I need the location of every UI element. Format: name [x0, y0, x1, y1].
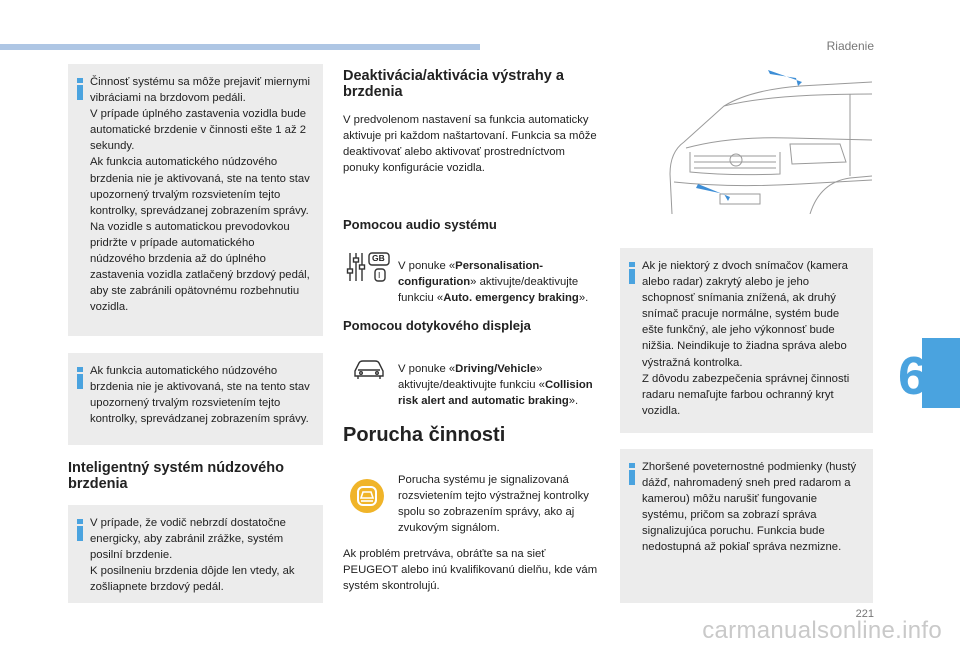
info-icon: [77, 367, 83, 389]
settings-sliders-icon: [346, 250, 392, 284]
info-text: Činnosť systému sa môže prejaviť miernymi vibráciami na brzdovom pedáli. V prípade úplného zastavenia vozidla bude automatické brzdenie v činnosti ešte 1 až 2 sekundy. Ak funkcia automatického núdzového brzdenia nie je aktivovaná, ste na tento stav upozornený trvalým rozsvietením tejto kontrolky, sprevádzanej zobrazením správy. Na vozidle s automatickou prevodovkou pridržte v prípade automatického núdzového brzdenia až do úplného zastavenia vozidla zatlačený brzdový pedál, aby ste zabránili opätovnému rozbehnutiu vozidla.: [90, 76, 311, 314]
touch-text-1: V ponuke «: [398, 363, 456, 376]
audio-text-3: ».: [578, 292, 589, 305]
info-text: Ak je niektorý z dvoch snímačov (kamera alebo radar) zakrytý alebo je jeho schopnosť snímania znížená, ak druhý snímač pracuje normálne, systém bude ešte funkčný, ale jeho výkonnosť bude nižšia. Neindikuje to žiadna správa alebo výstražná kontrolka. Z dôvodu zabezpečenia správnej činnosti radaru nemaľujte farbou ochranný kryt vozidla.: [642, 260, 850, 417]
i-label: I: [378, 270, 381, 280]
info-text: V prípade, že vodič nebrzdí dostatočne energicky, aby zabránil zrážke, systém posilní brzdenie. K posilneniu brzdenia dôjde len vtedy, ak zošliapnete brzdový pedál.: [90, 517, 295, 594]
heading-touch-screen: Pomocou dotykového displeja: [343, 318, 531, 333]
info-box-not-activated: [68, 353, 323, 445]
touch-text-3: ».: [568, 395, 579, 408]
heading-deactivation: Deaktivácia/aktivácia výstrahy a brzdenia: [343, 68, 564, 100]
info-icon: [77, 519, 83, 541]
info-box-weather: [620, 449, 873, 603]
gb-label: GB: [372, 253, 385, 263]
info-icon: [77, 78, 83, 100]
info-box-sensors: [620, 248, 873, 433]
audio-text-1: V ponuke «: [398, 260, 456, 273]
info-icon: [629, 262, 635, 284]
collision-warning-icon: [349, 478, 385, 514]
watermark: carmanualsonline.info: [702, 617, 942, 644]
vehicle-menu-icon: [352, 358, 386, 380]
warning-lamp-icon: [349, 478, 385, 514]
header-bar: [0, 44, 480, 50]
info-text: Zhoršené poveternostné podmienky (hustý dážď, nahromadený sneh pred radarom a kamerou) môžu narušiť fungovanie systému, pričom sa zobrazí správa signalizujúca poruchu. Funkcia bude nedostupná až pokiaľ správa nezmizne.: [642, 461, 857, 554]
chapter-number: 6: [898, 346, 929, 406]
audio-function-name: Auto. emergency braking: [443, 292, 579, 305]
heading-audio-system: Pomocou audio systému: [343, 217, 497, 232]
info-icon: [629, 463, 635, 485]
touch-text-2: » aktivujte/deaktivujte funkciu «: [398, 363, 545, 392]
touch-instructions: [398, 345, 594, 409]
section-title: Riadenie: [826, 39, 874, 53]
audio-text-2: » aktivujte/deaktivujte funkciu «: [398, 276, 579, 305]
malfunction-text: Porucha systému je signalizovaná rozsvietením tejto výstražnej kontrolky spolu so zobrazením správy, ako aj zvukovým signálom.: [398, 474, 589, 535]
page-number: 221: [855, 608, 874, 620]
info-text: Ak funkcia automatického núdzového brzdenia nie je aktivovaná, ste na tento stav upozornený trvalým rozsvietením tejto kontrolky, sprevádzanej zobrazením správy.: [90, 365, 310, 426]
heading-malfunction: Porucha činnosti: [343, 424, 506, 446]
touch-function-name: Collision risk alert and automatic braking: [398, 379, 593, 408]
malfunction-advice: Ak problém pretrváva, obráťte sa na sieť PEUGEOT alebo inú kvalifikovanú dielňu, kde vám systém skontrolujú.: [343, 548, 598, 593]
vehicle-sensors-illustration: [650, 64, 872, 214]
audio-menu-icon: [346, 250, 392, 284]
info-box-vibration: [68, 64, 323, 336]
audio-instructions: [398, 242, 594, 306]
car-icon: [352, 358, 386, 380]
info-box-brake-assist: [68, 505, 323, 603]
intro-text: V predvolenom nastavení sa funkcia automaticky aktivuje pri každom naštartovaní. Funkcia sa môže deaktivovať alebo aktivovať prostredníctvom ponuky konfigurácie vozidla.: [343, 114, 597, 175]
audio-menu-name: Personalisation-configuration: [398, 260, 544, 289]
touch-menu-name: Driving/Vehicle: [455, 363, 537, 376]
heading-intelligent-braking: Inteligentný systém núdzového brzdenia: [68, 460, 284, 492]
